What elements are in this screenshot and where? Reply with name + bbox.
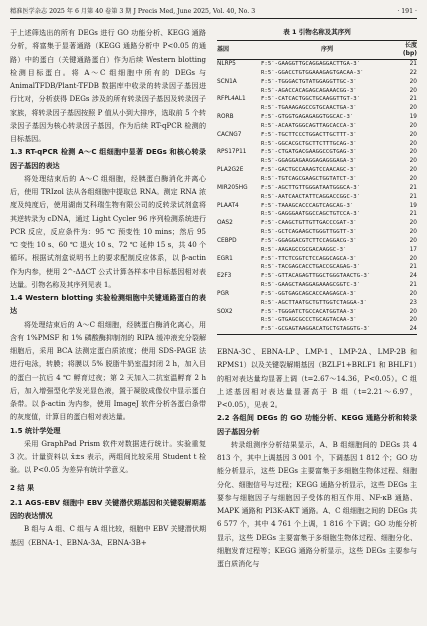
gene-cell: [217, 210, 261, 219]
sequence-cell: R:5′-GGAGGAGAAGGAGAGGGAGA-3′: [261, 158, 357, 165]
table-row: [217, 87, 417, 96]
gene-cell: [217, 246, 261, 255]
sequence-cell: F:5′-GTGGTGAGAGAGGTGGCAC-3′: [261, 114, 354, 121]
length-cell: 20: [409, 237, 417, 244]
table-row: [217, 308, 417, 317]
table-row: [217, 210, 417, 219]
table-row: [217, 325, 417, 334]
table-row: [217, 316, 417, 325]
sequence-cell: R:5′-AGACCACAGAGCAGAAACGG-3′: [261, 87, 357, 94]
sequence-cell: R:5′-AAGAGCCGCGACAAGGC-3′: [261, 246, 347, 253]
length-cell: 20: [409, 308, 417, 315]
page-number: · 191 ·: [397, 8, 417, 15]
sequence-cell: R:5′-TGAAAGAGCCGTGCAACTGA-3′: [261, 105, 357, 112]
header-gene: 基因: [217, 46, 230, 53]
table-row: [217, 299, 417, 308]
table-row: [217, 157, 417, 166]
sequence-cell: F:5′-CATCACTGGCTGCAAGGTTGT-3′: [261, 96, 361, 103]
sequence-cell: R:5′-GAGGGAATGGCCAGCTGTCCA-3′: [261, 211, 361, 218]
length-cell: 20: [409, 131, 417, 138]
table-row: [217, 175, 417, 184]
gene-cell: [217, 193, 261, 202]
length-cell: 21: [409, 211, 417, 218]
gene-cell: RPS17P11: [217, 149, 247, 156]
table-row: [217, 272, 417, 281]
gene-cell: RFPL4AL1: [217, 96, 246, 103]
length-cell: 20: [409, 220, 417, 227]
length-cell: 20: [409, 105, 417, 112]
gene-cell: [217, 263, 261, 272]
table-row: [217, 95, 417, 104]
length-cell: 20: [409, 167, 417, 174]
table-row: [217, 184, 417, 193]
sequence-cell: F:5′-CTGATGACGAAGGCCGTGAG-3′: [261, 149, 357, 156]
gene-cell: MIR205HG: [217, 184, 248, 191]
length-cell: 21: [409, 193, 417, 200]
table-row: [217, 263, 417, 272]
table-row: [217, 246, 417, 255]
table-row: [217, 281, 417, 290]
length-cell: 21: [409, 96, 417, 103]
section-1-4-heading: 1.4 Western blotting 实验检测细胞中关键通路蛋白的表达: [10, 293, 206, 316]
sequence-cell: F:5′-TGGGATCTGCCACATGGTAA-3′: [261, 308, 357, 315]
gene-cell: EGR1: [217, 255, 233, 262]
sequence-cell: F:5′-CAAGCTGTTGTTGACCCGAT-3′: [261, 220, 357, 227]
paragraph-statistics: 采用 GraphPad Prism 软件对数据进行统计。实验重复 3 次。计量资料以 x̄±s 表示，两组间比较采用 Student t 检验。以 P<0.05 为差异有统计学意义。: [10, 438, 206, 475]
length-cell: 21: [409, 264, 417, 271]
paragraph-transcriptome-results: 转录组测序分析结果显示，A、B 组细胞间的 DEGs 共 4 813 个，其中上调基因 3 001 个，下调基因 1 812 个；GO 功能分析显示，这些 DEGs 主要富集于多细胞生物体过程、细胞分化、细胞信号与过程；KEGG 通路分析显示，这些 DEGs 主要参与细胞因子与细胞因子受体的相互作用、NF-κB 通路、MAPK 通路和 PI3K-AKT 通路。A、C 组细胞之间的 DEGs 共 6 577 个，其中 4 761 个上调，1 816 个下调；GO 功能分析显示，这些 DEGs 主要富集于多细胞生物体过程、细胞分化、细胞发育过程等；KEGG 通路分析显示，这些 DEGs 主要参与蛋白质消化与: [217, 439, 417, 569]
table-header-row: [217, 41, 417, 60]
running-header: [10, 6, 417, 19]
right-column: [217, 26, 417, 570]
table-row: [217, 122, 417, 131]
primer-table-body: [217, 60, 417, 335]
right-text: [217, 345, 417, 570]
table-row: [217, 148, 417, 157]
left-column: [10, 26, 206, 549]
header-sequence: 序列: [320, 46, 333, 53]
table-row: [217, 131, 417, 140]
length-cell: 20: [409, 140, 417, 147]
sequence-cell: F:5′-GAAGGTTGCAGGAGGACTTGA-3′: [261, 61, 361, 67]
table-row: [217, 255, 417, 264]
gene-cell: [217, 281, 261, 290]
sequence-cell: R:5′-AGCTTAATGCTGTTGGTCTAGGA-3′: [261, 299, 367, 306]
section-1-3-heading: 1.3 RT-qPCR 检测 A～C 组细胞中显著 DEGs 和核心转录因子基因的表达: [10, 147, 206, 170]
gene-cell: PLAAT4: [217, 202, 239, 209]
length-cell: 20: [409, 158, 417, 165]
gene-cell: [217, 122, 261, 131]
sequence-cell: F:5′-GGTGAGCAGCACCAAGAGCA-3′: [261, 290, 357, 297]
table-row: [217, 290, 417, 299]
sequence-cell: R:5′-TGTCAGCGAAGCTGGTATCT-3′: [261, 175, 357, 182]
length-cell: 20: [409, 87, 417, 94]
table-row: [217, 60, 417, 69]
length-cell: 21: [409, 184, 417, 191]
sequence-cell: F:5′-TGGGACTGTATGGAGGTTGC-3′: [261, 78, 357, 85]
length-cell: 23: [409, 299, 417, 306]
primer-table: [217, 40, 417, 335]
header-length: 长度 (bp): [402, 42, 417, 57]
length-cell: 21: [409, 61, 417, 67]
table-row: [217, 228, 417, 237]
sequence-cell: R:5′-GAAGCTAAGGAGAAAGCGGTC-3′: [261, 282, 361, 289]
table-row: [217, 69, 417, 78]
section-2-2-heading: 2.2 各组间 DEGs 的 GO 功能分析、KEGG 通路分析和转录因子基因分析: [217, 413, 417, 436]
table-row: [217, 237, 417, 246]
gene-cell: RORB: [217, 114, 234, 121]
gene-cell: [217, 87, 261, 96]
table-row: [217, 140, 417, 149]
gene-cell: [217, 325, 261, 334]
gene-cell: PLA2G2E: [217, 167, 244, 174]
table-row: [217, 113, 417, 122]
length-cell: 22: [409, 69, 417, 76]
gene-cell: [217, 228, 261, 237]
paragraph-western-blot-method: 将处理结束后的 A～C 组细胞，经胰蛋白酶消化离心，用含有 1%PMSF 和 1% 磷酸酶抑制剂的 RIPA 缓冲液充分裂解细胞后，采用 BCA 法测定蛋白质浓度；使用 SDS-PAGE 法进行电泳，转膜；将膜以 5% 脱脂牛奶室温封闭 2 h，加入目的蛋白一抗后 4 ℃ 孵育过夜；第 2 天加入二抗室温孵育 2 h 后，加入增强型化学发光显色液，置于凝胶成像仪中显示蛋白条带。以 β-actin 为内参，使用 ImageJ 软件分析各蛋白条带的灰度值，计算目的蛋白相对表达量。: [10, 319, 206, 422]
sequence-cell: F:5′-GTTACAGAGTTGGCTGGGTAACTG-3′: [261, 273, 371, 280]
sequence-cell: F:5′-GACTGCCAAAGTCCAACAGC-3′: [261, 167, 357, 174]
gene-cell: SCN1A: [217, 78, 237, 85]
paragraph-rt-qpcr-method: 将处理结束后的 A～C 组细胞，经胰蛋白酶消化并离心后，使用 TRIzol 法从各组细胞中提取总 RNA。测定 RNA 浓度及纯度后，使用湖南艾科瑞生物有限公司的反转录试剂盒将其逆转录为 cDNA，通过 Light Cycler 96 序列检测系统进行 PCR 反应，反应条件为：95 ℃ 预变性 10 mins；然后 95 ℃ 变性 10 s、60 ℃ 退火 10 s、72 ℃ 延伸 15 s，共 40 个循环。根据试剂盒说明书上的要求配制反应体系，以 β-actin 作为内参，使用 2^-ΔΔCT 公式计算各样本中目标基因相对表达量。引物名称及其序列见表 1。: [10, 173, 206, 289]
length-cell: 20: [409, 122, 417, 129]
gene-cell: [217, 175, 261, 184]
table-caption: 表 1 引物名称及其序列: [283, 28, 351, 36]
length-cell: 19: [409, 202, 417, 209]
section-1-5-heading: 1.5 统计学处理: [10, 425, 61, 435]
gene-cell: [217, 157, 261, 166]
gene-cell: [217, 140, 261, 149]
length-cell: 17: [409, 246, 417, 253]
sequence-cell: R:5′-TACGAGCACCTGACCGCAGAG-3′: [261, 264, 361, 271]
gene-cell: [217, 316, 261, 325]
section-2-1-heading: 2.1 AGS-EBV 细胞中 EBV 关键潜伏期基因和关键裂解期基因的表达情况: [10, 497, 206, 520]
length-cell: 24: [409, 326, 417, 333]
table-row: [217, 202, 417, 211]
table-row: [217, 78, 417, 87]
paragraph-results-ebv: B 组与 A 组、C 组与 A 组比较，细胞中 EBV 关键潜伏期基因（EBNA-1、EBNA-3A、EBNA-3B+: [10, 524, 206, 547]
length-cell: 19: [409, 114, 417, 121]
gene-cell: CEBPD: [217, 237, 237, 244]
sequence-cell: R:5′-GGACCTGTGGAAAGAGTGACAA-3′: [261, 69, 364, 76]
length-cell: 20: [409, 255, 417, 262]
sequence-cell: F:5′-GGAGGACGTCTTCCAGGACG-3′: [261, 237, 357, 244]
length-cell: 21: [409, 282, 417, 289]
paragraph-go-kegg-method: 于上述筛选出的所有 DEGs 进行 GO 功能分析、KEGG 通路分析，将富集于显著通路（KEGG 通路分析中 P<0.05 的通路）中的蛋白（关键通路蛋白）作为后续 Western blotting 检测目标蛋白。将 A～C 组细胞中所有的 DEGs 与 AnimalTFDB/Plant-TFDB 数据库中收录的转录因子基因进行比对，分析获得 DEGs 涉及的所有转录因子基因及转录因子家族，将转录因子基因按照 P 值从小到大排序，选取前 5 个转录因子基因为核心转录因子基因，作为后续 RT-qPCR 检测的目标基因。: [10, 28, 206, 143]
length-cell: 20: [409, 290, 417, 297]
sequence-cell: F:5′-TGCTTCCCTGGACTTGCTTT-3′: [261, 131, 357, 138]
length-cell: 24: [409, 273, 417, 280]
table-row: [217, 193, 417, 202]
length-cell: 20: [409, 175, 417, 182]
length-cell: 20: [409, 78, 417, 85]
sequence-cell: F:5′-TTCTCGGTCTCCAGGCAGCA-3′: [261, 255, 357, 262]
gene-cell: PGR: [217, 290, 230, 297]
gene-cell: SOX2: [217, 308, 233, 315]
sequence-cell: R:5′-GTGAGCGCCCTGCAGTACAA-3′: [261, 317, 357, 324]
section-2-heading: 2 结 果: [10, 482, 35, 492]
table-row: [217, 166, 417, 175]
gene-cell: [217, 104, 261, 113]
table-row: [217, 104, 417, 113]
gene-cell: E2F3: [217, 273, 232, 280]
gene-cell: [217, 299, 261, 308]
length-cell: 20: [409, 229, 417, 236]
table-row: [217, 219, 417, 228]
sequence-cell: F:5′-TAAAGCACCCAGTCAGCAG-3′: [261, 202, 354, 209]
gene-cell: OAS2: [217, 220, 233, 227]
length-cell: 20: [409, 317, 417, 324]
sequence-cell: R:5′-GCTCAGAAGCTGGGTTGGTT-3′: [261, 229, 357, 236]
length-cell: 20: [409, 149, 417, 156]
journal-citation: 精准医学杂志 2025 年 6 月第 40 卷第 3 期 J Precis Med, June 2025, Vol. 40, No. 3: [10, 8, 256, 15]
gene-cell: [217, 69, 261, 78]
paragraph-results-continued: EBNA-3C、EBNA-LP、LMP-1、LMP-2A、LMP-2B 和 RPMS1）以及关键裂解期基因（BZLF1+BRLF1 和 BHLF1）的相对表达量均显著上调（t=2.67～14.36，P<0.05）。C 组上述基因相对表达量显著高于 B 组（t=2.21～6.97，P<0.05），见表 2。: [217, 347, 417, 410]
sequence-cell: R:5′-GGCACGCTGCTTCTTTGCAG-3′: [261, 140, 357, 147]
sequence-cell: F:5′-AGCTTGTTGGGATAATGGGCA-3′: [261, 184, 361, 191]
sequence-cell: R:5′-AATCAACTATTCAGGACCGGC-3′: [261, 193, 361, 200]
sequence-cell: R:5′-ACAATGGGCAGTTAGCACCA-3′: [261, 122, 357, 129]
gene-cell: CACNG7: [217, 131, 242, 138]
gene-cell: NLRP5: [217, 61, 236, 67]
sequence-cell: F:5′-GCGAGTAAGGACATGCTGTAGGTG-3′: [261, 326, 371, 333]
